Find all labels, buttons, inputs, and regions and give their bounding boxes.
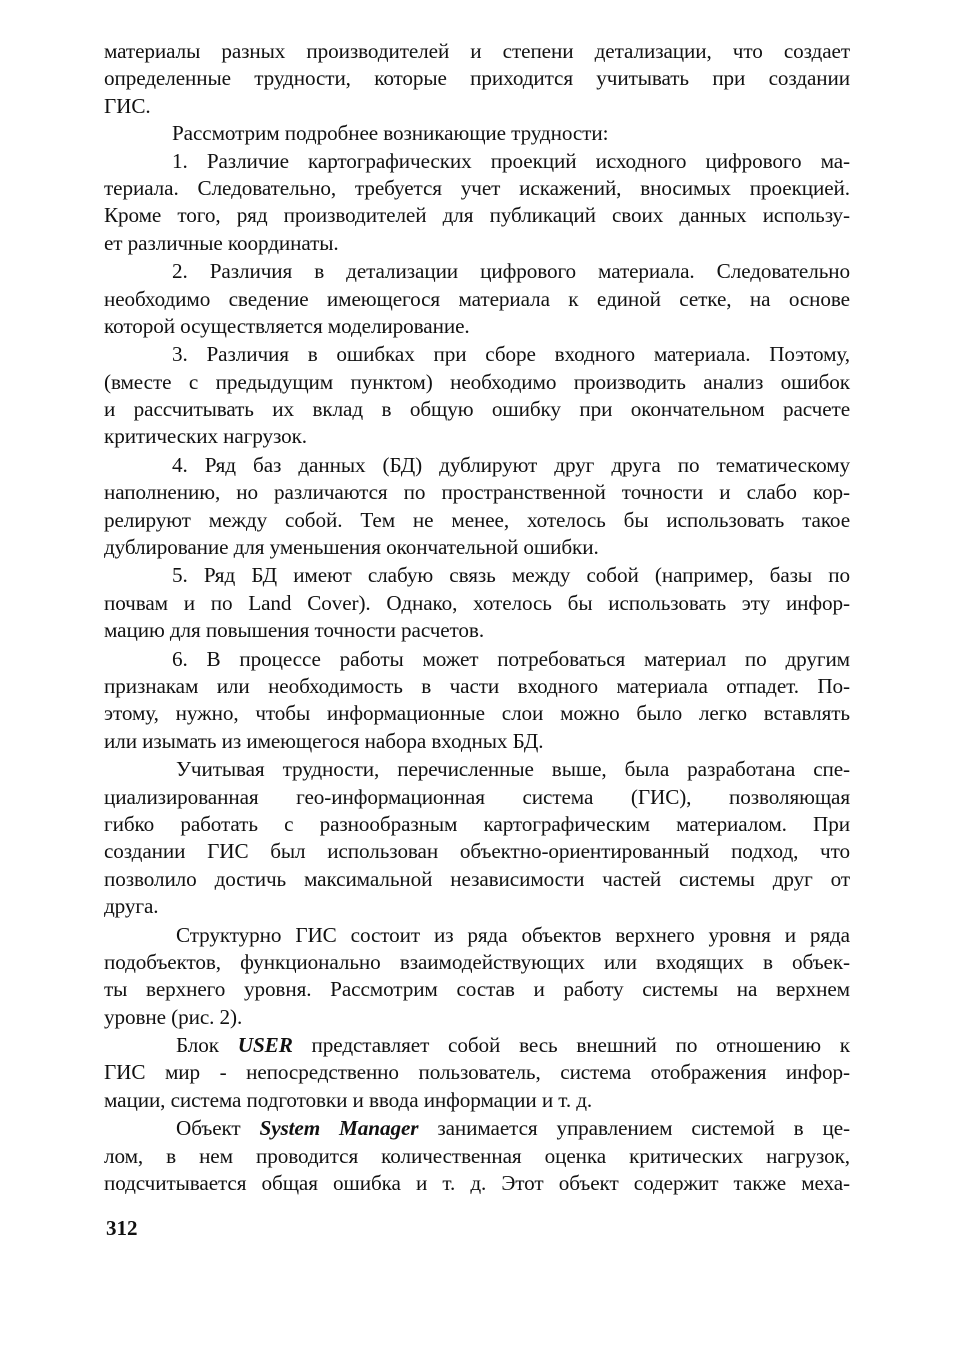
- text-line: подсчитывается общая ошибка и т. д. Этот объект содержит также меха-: [104, 1171, 850, 1196]
- paragraph: [104, 38, 850, 120]
- text-line: позволило достичь максимальной независимости частей системы друг от: [104, 866, 850, 891]
- text-line: ет различные координаты.: [104, 230, 339, 255]
- text-line: которой осуществляется моделирование.: [104, 313, 470, 338]
- text-line: ГИС.: [104, 93, 151, 118]
- text-line: [104, 1032, 850, 1059]
- text-line: этому, нужно, чтобы информационные слои можно было легко вставлять: [104, 701, 850, 726]
- emphasis-term: System Manager: [259, 1116, 419, 1141]
- text-line: 4. Ряд баз данных (БД) дублируют друг друга по тематическому: [172, 452, 850, 477]
- text-line: Структурно ГИС состоит из ряда объектов верхнего уровня и ряда: [176, 922, 850, 947]
- page-body: [104, 38, 850, 1197]
- text-line: релируют между собой. Тем не менее, хотелось бы использовать такое: [104, 507, 850, 532]
- text-line: почвам и по Land Cover). Однако, хотелось бы использовать эту инфор-: [104, 590, 850, 615]
- text-line: ты верхнего уровня. Рассмотрим состав и работу системы на верхнем: [104, 977, 850, 1002]
- paragraph: [104, 1032, 850, 1114]
- text-line: наполнению, но различаются по пространственной точности и слабо кор-: [104, 480, 850, 505]
- text-line: или изымать из имеющегося набора входных БД.: [104, 728, 544, 753]
- text-line: 1. Различие картографических проекций исходного цифрового ма-: [172, 148, 850, 173]
- paragraph: [104, 120, 850, 147]
- paragraph: [104, 756, 850, 920]
- text-line: подобъектов, функционально взаимодействующих или входящих в объек-: [104, 949, 850, 974]
- line-rest: представляет собой весь внешний по отношению к: [292, 1033, 850, 1058]
- text-line: териала. Следовательно, требуется учет искажений, вносимых проекцией.: [104, 175, 850, 200]
- text-line: друга.: [104, 894, 159, 919]
- list-item: [104, 452, 850, 562]
- lead-text: Объект: [176, 1116, 260, 1141]
- text-line: необходимо сведение имеющегося материала к единой сетке, на основе: [104, 286, 850, 311]
- text-line: 6. В процессе работы может потребоваться материал по другим: [172, 646, 850, 671]
- list-item: [104, 258, 850, 340]
- text-line: признакам или необходимость в части входного материала отпадет. По-: [104, 673, 850, 698]
- paragraph: [104, 922, 850, 1032]
- text-line: циализированная гео-информационная система (ГИС), позволяющая: [104, 784, 850, 809]
- text-line: и рассчитывать их вклад в общую ошибку при окончательном расчете: [104, 397, 850, 422]
- page-number: 312: [106, 1216, 138, 1240]
- text-line: создании ГИС был использован объектно-ориентированный подход, что: [104, 839, 850, 864]
- text-line: уровне (рис. 2).: [104, 1004, 243, 1029]
- text-line: лом, в нем проводится количественная оценка критических нагрузок,: [104, 1143, 850, 1168]
- text-line: Кроме того, ряд производителей для публикаций своих данных использу-: [104, 203, 850, 228]
- text-line: Рассмотрим подробнее возникающие трудности:: [172, 121, 609, 146]
- text-line: [104, 1115, 850, 1142]
- line-rest: занимается управлением системой в це-: [418, 1116, 850, 1141]
- text-line: дублирование для уменьшения окончательной ошибки.: [104, 535, 599, 560]
- emphasis-term: USER: [237, 1033, 293, 1058]
- text-line: ГИС мир - непосредственно пользователь, система отображения инфор-: [104, 1060, 850, 1085]
- text-line: мации, система подготовки и ввода информации и т. д.: [104, 1087, 593, 1112]
- list-item: [104, 148, 850, 258]
- text-line: определенные трудности, которые приходится учитывать при создании: [104, 66, 850, 91]
- list-item: [104, 646, 850, 756]
- text-line: гибко работать с разнообразным картографическим материалом. При: [104, 811, 850, 836]
- text-line: (вместе с предыдущим пунктом) необходимо производить анализ ошибок: [104, 369, 850, 394]
- lead-text: Блок: [176, 1033, 238, 1058]
- list-item: [104, 341, 850, 451]
- text-line: мацию для повышения точности расчетов.: [104, 618, 485, 643]
- text-line: 3. Различия в ошибках при сборе входного материала. Поэтому,: [172, 342, 850, 367]
- text-line: 2. Различия в детализации цифрового материала. Следовательно: [172, 259, 850, 284]
- list-item: [104, 562, 850, 644]
- text-line: критических нагрузок.: [104, 424, 308, 449]
- text-line: 5. Ряд БД имеют слабую связь между собой (например, базы по: [172, 563, 850, 588]
- text-line: материалы разных производителей и степени детализации, что создает: [104, 39, 850, 63]
- text-line: Учитывая трудности, перечисленные выше, была разработана спе-: [176, 757, 850, 782]
- paragraph: [104, 1115, 850, 1197]
